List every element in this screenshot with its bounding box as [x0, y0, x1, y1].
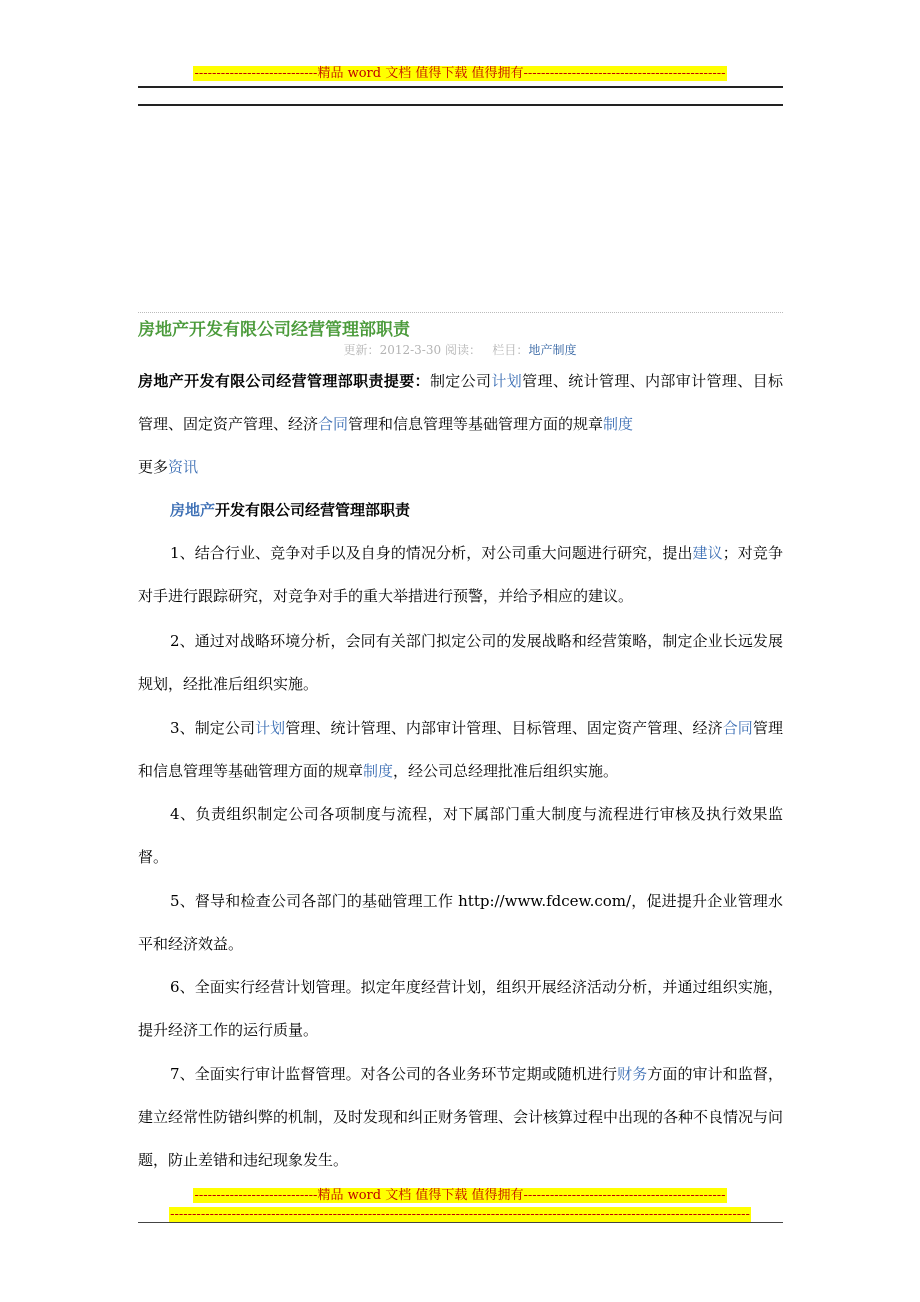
- duty-item-7: [138, 1053, 783, 1182]
- link-finance[interactable]: 财务: [617, 1065, 648, 1083]
- footer-banner-dashes-text: ------------------------------------------------------------------------------------------------------------------------------------: [170, 1207, 750, 1222]
- summary-paragraph: [138, 360, 783, 446]
- duty-text: 4、负责组织制定公司各项制度与流程，对下属部门重大制度与流程进行审核及执行效果监督。: [138, 805, 783, 866]
- link-contract[interactable]: 合同: [318, 415, 349, 433]
- section-heading: [138, 489, 783, 532]
- reads-label: 阅读：: [444, 343, 481, 357]
- column-label: 栏目：: [492, 343, 529, 357]
- column-link[interactable]: 地产制度: [528, 343, 577, 357]
- link-real-estate[interactable]: 房地产: [170, 501, 216, 519]
- link-regulation[interactable]: 制度: [603, 415, 634, 433]
- duty-item-3: [138, 707, 783, 793]
- duty-text: 1、结合行业、竞争对手以及自身的情况分析，对公司重大问题进行研究，提出: [170, 544, 693, 562]
- link-contract[interactable]: 合同: [722, 719, 753, 737]
- duty-text: 管理、统计管理、内部审计管理、目标管理、固定资产管理、经济: [285, 719, 723, 737]
- link-plan[interactable]: 计划: [255, 719, 286, 737]
- updated-label: 更新：: [343, 343, 380, 357]
- summary-text: 管理和信息管理等基础管理方面的规章: [348, 415, 604, 433]
- updated-value: 2012-3-30: [379, 343, 442, 357]
- footer-banner-text: ----------------------------精品 word 文档 值得下载 值得拥有----------------------------------------------: [194, 1188, 726, 1203]
- duty-text: ，经公司总经理批准后组织实施。: [393, 762, 619, 780]
- link-suggestion[interactable]: 建议: [692, 544, 723, 562]
- duty-text: ；对竞争对手进行跟踪研究，对竞争对手的重大举措进行预警，并给予相应的建议。: [138, 544, 783, 605]
- duty-text: 7、全面实行审计监督管理。对各公司的各业务环节定期或随机进行: [170, 1065, 618, 1083]
- duty-text: 2、通过对战略环境分析，会同有关部门拟定公司的发展战略和经营策略，制定企业长远发展规划，经批准后组织实施。: [138, 632, 783, 693]
- article-meta: [0, 341, 920, 358]
- duty-text: 3、制定公司: [170, 719, 256, 737]
- title-divider: [138, 312, 783, 313]
- footer-banner: [0, 1188, 920, 1204]
- footer-rule: [138, 1222, 783, 1223]
- summary-label: 房地产开发有限公司经营管理部职责提要：: [138, 372, 430, 390]
- header-banner: [0, 66, 920, 82]
- duty-item-6: [138, 966, 783, 1052]
- duty-text: 方面的审计和监督，建立经常性防错纠弊的机制，及时发现和纠正财务管理、会计核算过程中出现的各种不良情况与问题，防止差错和违纪现象发生。: [138, 1065, 784, 1169]
- link-regulation[interactable]: 制度: [363, 762, 394, 780]
- more-line: [138, 446, 783, 489]
- footer-banner-dashes: [0, 1207, 920, 1223]
- link-plan[interactable]: 计划: [491, 372, 523, 390]
- duty-text: 6、全面实行经营计划管理。拟定年度经营计划，组织开展经济活动分析，并通过组织实施，提升经济工作的运行质量。: [138, 978, 783, 1039]
- header-rule-top: [138, 86, 783, 88]
- header-rule-bottom: [138, 104, 783, 106]
- duty-item-2: [138, 620, 783, 706]
- more-text: 更多: [138, 458, 169, 476]
- duty-item-1: [138, 532, 783, 618]
- header-banner-text: ----------------------------精品 word 文档 值得下载 值得拥有----------------------------------------------: [194, 66, 726, 81]
- duty-text: 5、督导和检查公司各部门的基础管理工作 http://www.fdcew.com/，促进提升企业管理水平和经济效益。: [138, 892, 783, 953]
- summary-text: 制定公司: [429, 372, 492, 390]
- duty-item-5: [138, 880, 783, 966]
- link-news[interactable]: 资讯: [168, 458, 199, 476]
- page-title: 房地产开发有限公司经营管理部职责: [138, 320, 410, 340]
- summary-text: 管理、统计管理、内部审计管理、目标管理、固定资产管理、经济: [138, 372, 783, 433]
- duty-text: 管理和信息管理等基础管理方面的规章: [138, 719, 783, 780]
- duty-item-4: [138, 793, 783, 879]
- section-heading-text: 开发有限公司经营管理部职责: [215, 501, 411, 519]
